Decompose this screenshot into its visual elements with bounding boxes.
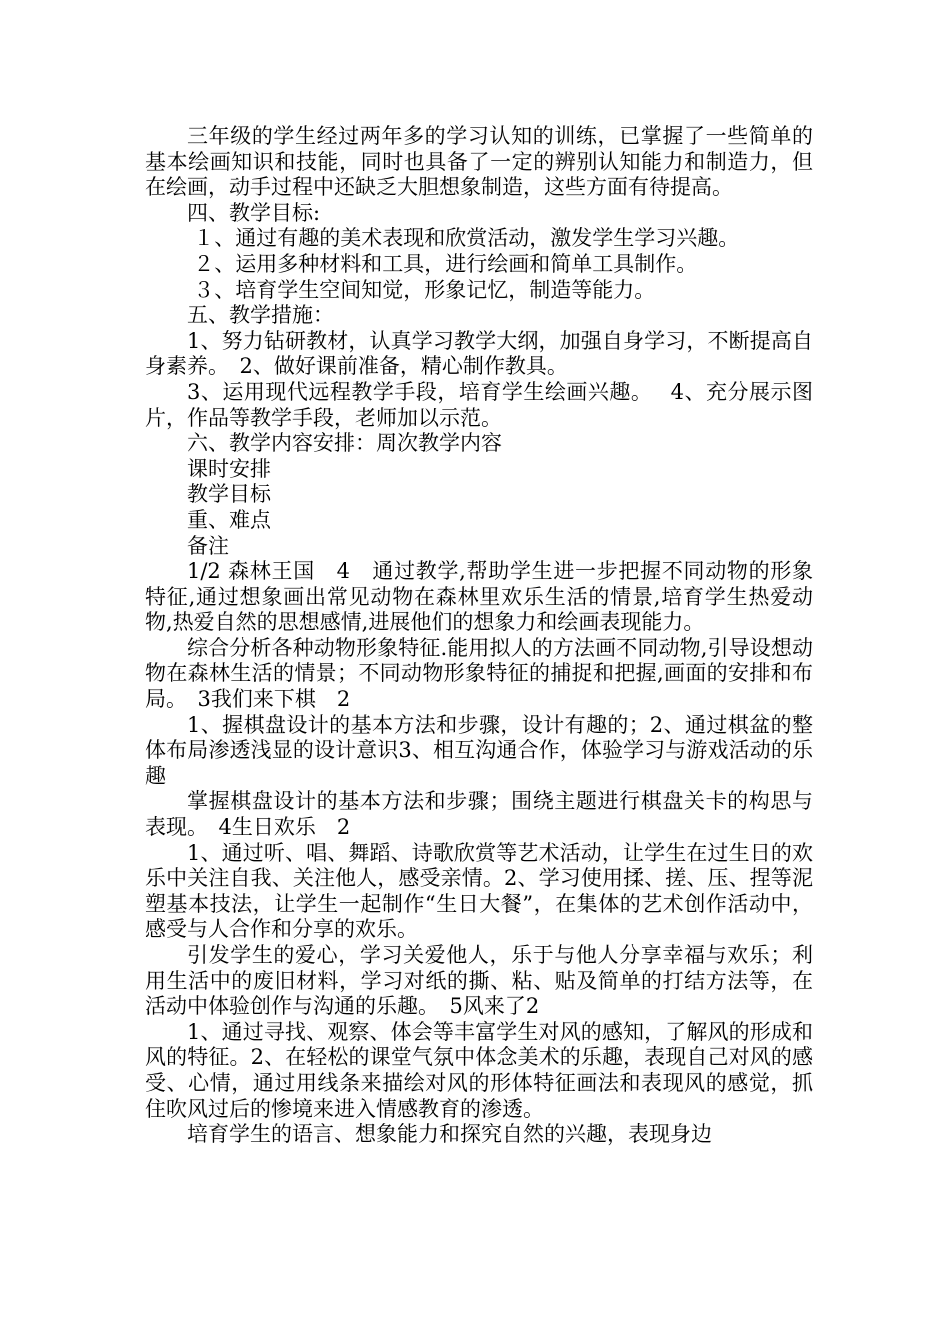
column-label-goals: 教学目标 <box>187 482 271 507</box>
heading-teaching-goals: 四、教学目标: <box>187 200 321 225</box>
goal-item-3: ３、培育学生空间知觉，形象记忆，制造等能力。 <box>193 277 656 302</box>
lesson-chess-key-points: 掌握棋盘设计的基本方法和步骤；围绕主题进行棋盘关卡的构思与表现。 4生日欢乐 2 <box>145 789 813 840</box>
goal-item-2: ２、运用多种材料和工具，进行绘画和简单工具制作。 <box>193 251 698 276</box>
lesson-forest-key-points: 综合分析各种动物形象特征.能用拟人的方法画不同动物,引导设想动物在森林生活的情景；不同动物形象特征的捕捉和把握,画面的安排和布局。 3我们来下棋 2 <box>145 635 813 712</box>
lesson-wind-goals: 1、通过寻找、观察、体会等丰富学生对风的感知，了解风的形成和风的特征。2、在轻松的课堂气氛中体念美术的乐趣，表现自己对风的感受、心情，通过用线条来描绘对风的形体特征画法和表现风的感觉，抓住吹风过后的惨境来进入情感教育的渗透。 <box>145 1019 813 1121</box>
goal-item-1: １、通过有趣的美术表现和欣赏活动，激发学生学习兴趣。 <box>193 226 740 251</box>
lesson-chess-goals: 1、握棋盘设计的基本方法和步骤，设计有趣的；2、通过棋盆的整体布局渗透浅显的设计意识3、相互沟通合作，体验学习与游戏活动的乐趣 <box>145 712 813 788</box>
lesson-wind-key-points: 培育学生的语言、想象能力和探究自然的兴趣，表现身边 <box>187 1122 712 1147</box>
lesson-forest-kingdom: 1/2 森林王国 4 通过教学,帮助学生进一步把握不同动物的形象特征,通过想象画出常见动物在森林里欢乐生活的情景,培育学生热爱动物,热爱自然的思想感情,进展他们的想象力和绘画表现能力。 <box>145 559 813 635</box>
lesson-birthday-goals: 1、通过听、唱、舞蹈、诗歌欣赏等艺术活动，让学生在过生日的欢乐中关注自我、关注他人，感受亲情。2、学习使用揉、搓、压、捏等泥塑基本技法，让学生一起制作“生日大餐”，在集体的艺术创作活动中，感受与人合作和分享的欢乐。 <box>145 840 813 942</box>
lesson-birthday-key-points: 引发学生的爱心，学习关爱他人，乐于与他人分享幸福与欢乐；利用生活中的废旧材料，学习对纸的撕、粘、贴及简单的打结方法等，在活动中体验创作与沟通的乐趣。 5风来了2 <box>145 943 813 1019</box>
heading-teaching-measures: 五、教学措施： <box>187 303 334 328</box>
column-label-notes: 备注 <box>187 533 229 558</box>
heading-content-schedule: 六、教学内容安排：周次教学内容 <box>187 431 502 456</box>
measure-items-3-4: 3、运用现代远程教学手段，培育学生绘画兴趣。 4、充分展示图片，作品等教学手段，老师加以示范。 <box>145 379 813 430</box>
paragraph-student-analysis: 三年级的学生经过两年多的学习认知的训练，已掌握了一些简单的基本绘画知识和技能，同时也具备了一定的辨别认知能力和制造力，但在绘画，动手过程中还缺乏大胆想象制造，这些方面有待提高。 <box>145 124 813 200</box>
measure-items-1-2: 1、努力钻研教材，认真学习教学大纲，加强自身学习，不断提高自身素养。 2、做好课前准备，精心制作教具。 <box>145 328 813 379</box>
column-label-key-points: 重、难点 <box>187 507 271 532</box>
column-label-hours: 课时安排 <box>187 456 271 481</box>
document-body <box>145 124 813 1148</box>
